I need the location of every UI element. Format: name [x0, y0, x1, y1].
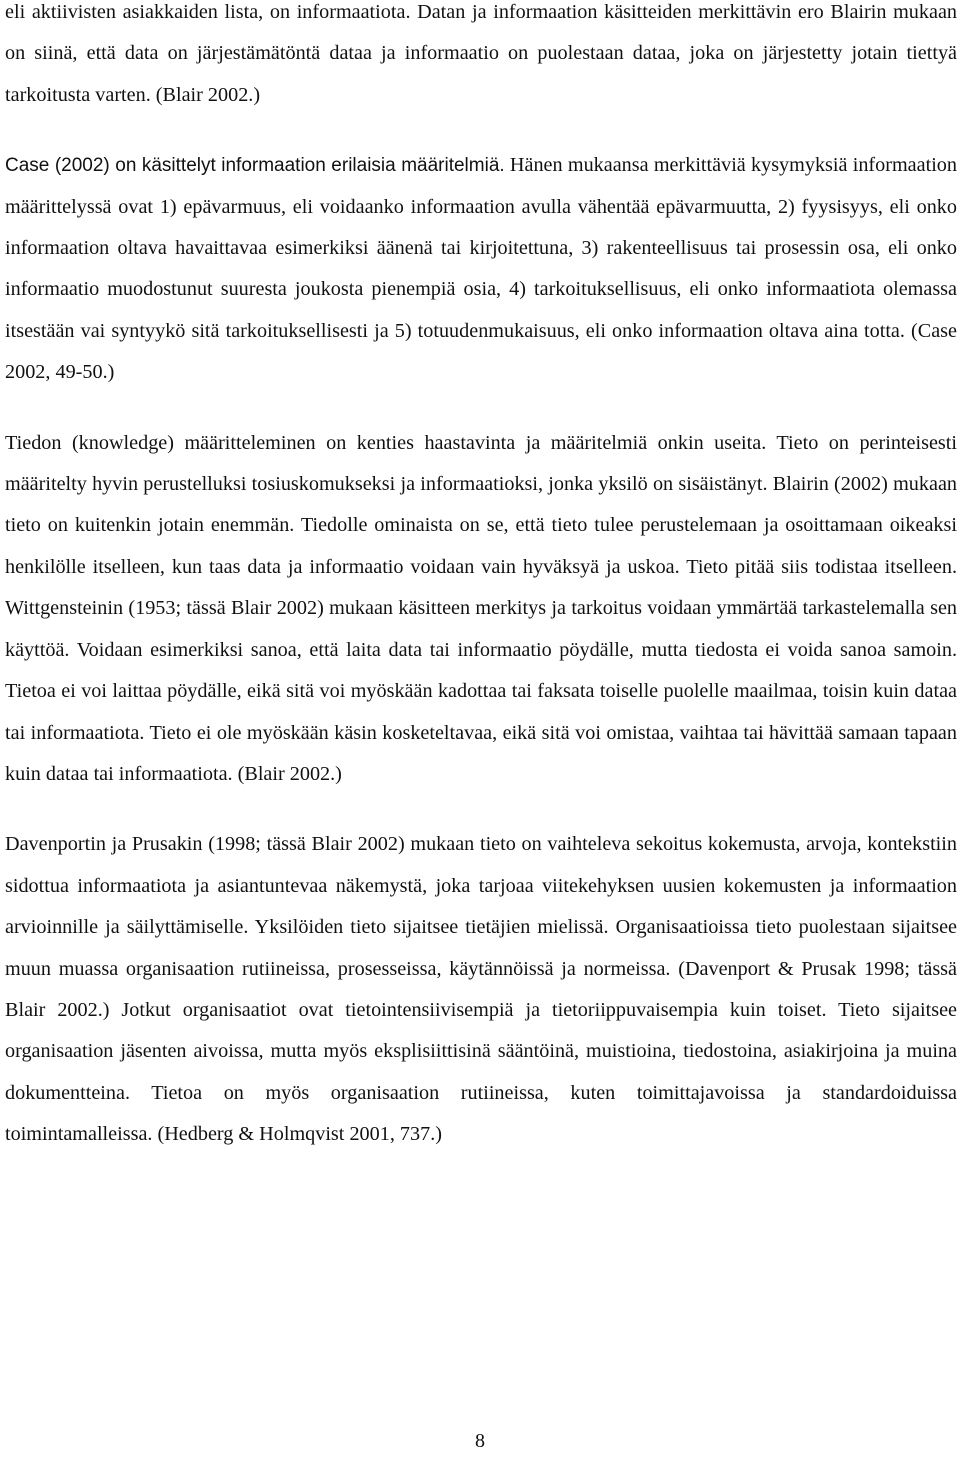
paragraph-lead-text: Case (2002) on käsittelyt informaation erilaisia määritelmiä. [5, 155, 505, 177]
paragraph-davenport-prusak: Davenportin ja Prusakin (1998; tässä Blair 2002) mukaan tieto on vaihteleva sekoitus kokemusta, arvoja, kontekstiin sidottua informaatiota ja asiantuntevaa näkemystä, joka tarjoaa viitekehyksen uusien kokemusten ja informaation arvioinnille ja säilyttämiselle. Yksilöiden tieto sijaitsee tietäjien mielissä. Organisaatioissa tieto puolestaan sijaitsee muun muassa organisaation rutiineissa, prosesseissa, käytännöissä ja normeissa. (Davenport & Prusak 1998; tässä Blair 2002.) Jotkut organisaatiot ovat tietointensiivisempiä ja tietoriippuvaisempia kuin toiset. Tieto sijaitsee organisaation jäsenten aivoissa, mutta myös eksplisiittisinä sääntöinä, muistioina, tiedostoina, asiakirjoina ja muina dokumentteina. Tietoa on myös organisaation rutiineissa, kuten toimittajavoissa ja standardoiduissa toimintamalleissa. (Hedberg & Holmqvist 2001, 737.) [5, 833, 957, 1146]
paragraph-gap [5, 795, 957, 824]
paragraph-gap [5, 116, 957, 145]
paragraph-case-information-definitions [5, 145, 957, 393]
page-number: 8 [475, 1430, 485, 1452]
document-page [5, 0, 957, 1156]
paragraph-data-vs-information: eli aktiivisten asiakkaiden lista, on informaatiota. Datan ja informaation käsitteiden merkittävin ero Blairin mukaan on siinä, että data on järjestämätöntä dataa ja informaatio on puolestaan dataa, joka on järjestetty jotain tiettyä tarkoitusta varten. (Blair 2002.) [5, 1, 957, 106]
paragraph-knowledge-definition: Tiedon (knowledge) määritteleminen on kenties haastavinta ja määritelmiä onkin useita. Tieto on perinteisesti määritelty hyvin perustelluksi tosiuskomukseksi ja informaatioksi, jonka yksilö on sisäistänyt. Blairin (2002) mukaan tieto on kuitenkin jotain enemmän. Tiedolle ominaista on se, että tieto tulee perustelemaan ja osoittamaan oikeaksi henkilölle itselleen, kun taas data ja informaatio voidaan vain hyväksyä ja uskoa. Tieto pitää siis todistaa itselleen. Wittgensteinin (1953; tässä Blair 2002) mukaan käsitteen merkitys ja tarkoitus voidaan ymmärtää tarkastelemalla sen käyttöä. Voidaan esimerkiksi sanoa, että laita data tai informaatio pöydälle, mutta tiedosta ei voida sanoa samoin. Tietoa ei voi laittaa pöydälle, eikä sitä voi myöskään kadottaa tai faksata toiselle puolelle maailmaa, toisin kuin dataa tai informaatiota. Tieto ei ole myöskään käsin kosketeltavaa, eikä sitä voi omistaa, vaihtaa tai hävittää samaan tapaan kuin dataa tai informaatiota. (Blair 2002.) [5, 431, 957, 785]
paragraph-body-text: Hänen mukaansa merkittäviä kysymyksiä informaation määrittelyssä ovat 1) epävarmuus, eli voidaanko informaation avulla vähentää epävarmuutta, 2) fyysisyys, eli onko informaation oltava havaittavaa esimerkiksi äänenä tai kirjoitettuna, 3) rakenteellisuus tai prosessin osa, eli onko informaatio muodostunut suuresta joukosta pienempiä osia, 4) tarkoituksellisuus, eli onko informaatiota olemassa itsestään vai syntyykö sitä tarkoituksellisesti ja 5) totuudenmukaisuus, eli onko informaation oltava aina totta. (Case 2002, 49-50.) [5, 154, 957, 384]
paragraph-gap [5, 394, 957, 423]
